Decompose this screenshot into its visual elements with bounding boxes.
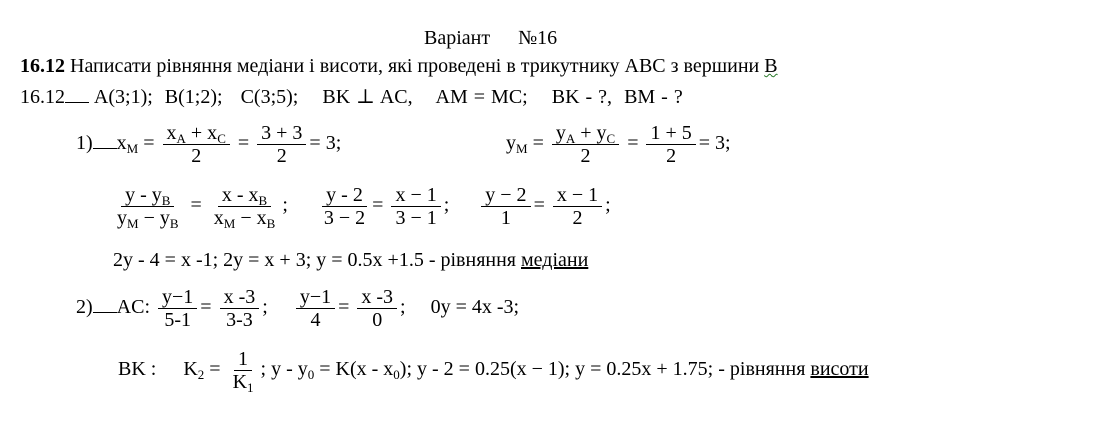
ym-fraction	[552, 122, 619, 167]
blank-line	[93, 294, 117, 313]
two-point-formula: $\frac{y - y_B}{y_M - y_B}$ = $\frac{x - x_B}{x_M - x_B}$ ; $\frac{y - 2}{3 - 2}$ = $\frac{x - 1}{3 - 1}$ ; $\frac{y - 2}{1}$ = $\frac{x - 1}{2}$ ;	[110, 184, 611, 229]
k-den-sub: 1	[247, 380, 254, 395]
ac-equation: 0y = 4x -3;	[430, 296, 520, 319]
general-right-fraction	[210, 184, 280, 229]
given-b: B(1;2);	[164, 86, 223, 108]
bk-formula: BK : $K_2$ = $\frac{1}{K_1}$ ; $y - y_0 = K(x - x_0)$; y - 2 = 0.25(x − 1); y = 0.25x + 1.75; - рівняння висоти	[118, 348, 869, 395]
ac2-left-fraction	[296, 286, 335, 331]
xm-formula: 1) $x_M$ = $\frac{x_A + x_C}{2}$ = $\frac{3 + 3}{2}$ = 3;	[76, 122, 342, 167]
variant-number: №16	[518, 27, 558, 49]
s2r-num: x − 1	[553, 184, 602, 207]
ym-num: y	[555, 122, 566, 144]
ym-result: = 3;	[698, 132, 731, 155]
ac1r-num: x -3	[220, 286, 260, 309]
s1l-num: y - 2	[322, 184, 367, 207]
ac1l-den: 5-1	[164, 309, 191, 331]
s1r-num: x − 1	[391, 184, 440, 207]
height-word: висоти	[810, 358, 869, 381]
gl-den1: y	[117, 207, 127, 229]
blank-line	[65, 84, 89, 103]
ym-den2: 2	[666, 145, 677, 167]
s2r-den: 2	[572, 207, 583, 229]
ym-lhs: y	[506, 132, 516, 155]
ac1r-den: 3-3	[226, 309, 253, 331]
gl-den1-sub: M	[127, 216, 139, 231]
xm-fraction	[163, 122, 230, 167]
given-q2: BM - ?	[624, 86, 683, 108]
s1l-den: 3 − 2	[323, 207, 366, 229]
ac-formula: 2) AC: $\frac{y-1}{5-1}$ = $\frac{x -3}{3-3}$ ; $\frac{y-1}{4}$ = $\frac{x -3}{0}$ ; 0y = 4x -3;	[76, 286, 520, 331]
line-eq-b: = K(x - x	[314, 358, 394, 381]
ac2r-den: 0	[372, 309, 383, 331]
xm-num: x	[166, 122, 177, 144]
xm-num2: 3 + 3	[257, 122, 306, 145]
task-text: Написати рівняння медіани і висоти, які проведені в трикутнику АВС з вершини	[70, 55, 760, 77]
gl-num: y - y	[125, 184, 162, 206]
ym-num-sub1: A	[565, 131, 576, 146]
ac1-left-fraction	[158, 286, 197, 331]
ac2-right-fraction	[357, 286, 397, 331]
gl-den2: − y	[138, 207, 170, 229]
median-solution-text: 2y - 4 = x -1; 2y = x + 3; y = 0.5x +1.5 - рівняння	[113, 249, 516, 271]
line-eq-a-sub: 0	[307, 367, 315, 383]
s2l-num: y − 2	[481, 184, 530, 207]
bk-label: BK :	[118, 358, 157, 381]
ac2r-num: x -3	[357, 286, 397, 309]
k2-sub: 2	[197, 367, 205, 383]
line-eq-c: ); y - 2 = 0.25(x − 1); y = 0.25x + 1.75; - рівняння	[399, 358, 806, 381]
gr-num: x - x	[221, 184, 259, 206]
k2-symbol: K	[183, 358, 198, 381]
xm-den2: 2	[276, 145, 287, 167]
task-vertex: В	[764, 55, 778, 77]
k-den: K	[232, 371, 248, 393]
median-solution	[113, 248, 588, 272]
ym-formula: $y_M$ = $\frac{y_A + y_C}{2}$ = $\frac{1 + 5}{2}$ = 3;	[506, 122, 731, 167]
line-eq-a: ; y - y	[260, 358, 308, 381]
given-c: C(3;5);	[240, 86, 299, 108]
median-word: медіани	[521, 249, 589, 271]
ac2l-den: 4	[310, 309, 321, 331]
variant-header	[424, 26, 557, 50]
sub1-right-fraction	[391, 184, 440, 229]
ym-den: 2	[580, 145, 591, 167]
task-number: 16.12	[20, 55, 65, 77]
given-number: 16.12	[20, 86, 65, 108]
sub2-left-fraction	[481, 184, 530, 229]
step1-label: 1)	[76, 132, 93, 155]
s1r-den: 3 − 1	[395, 207, 437, 229]
ym-fraction-values	[646, 122, 695, 167]
xm-lhs: x	[116, 132, 127, 155]
gl-den2-sub: B	[169, 216, 179, 231]
gr-num-sub: B	[258, 193, 268, 208]
xm-num-sub1: A	[176, 131, 186, 146]
task-statement	[20, 54, 778, 78]
ym-num2: 1 + 5	[646, 122, 695, 145]
xm-lhs-sub: M	[126, 141, 139, 157]
step2-label: 2)	[76, 296, 93, 319]
given-q1: BK - ?,	[551, 86, 613, 108]
ac1l-num: y−1	[158, 286, 197, 309]
xm-num-sub2: C	[217, 131, 226, 146]
k-fraction	[229, 348, 258, 393]
gr-den1-sub: M	[223, 216, 236, 231]
ac1-right-fraction	[220, 286, 260, 331]
gr-den2: − x	[235, 207, 267, 229]
gl-num-sub: B	[161, 193, 171, 208]
xm-fraction-values	[257, 122, 306, 167]
line-eq-b-sub: 0	[393, 367, 400, 383]
given-median: AM = MC;	[435, 86, 528, 108]
sub1-left-fraction	[320, 184, 369, 229]
xm-result: = 3;	[309, 132, 342, 155]
s2l-den: 1	[500, 207, 511, 229]
gr-den2-sub: B	[266, 216, 276, 231]
variant-label: Варіант	[424, 27, 491, 49]
ym-lhs-sub: M	[516, 141, 528, 157]
general-left-fraction	[113, 184, 183, 229]
ym-num-sub2: C	[606, 131, 616, 146]
ac-label: AC:	[116, 296, 151, 319]
given-perp: BK ⊥ AC,	[322, 86, 413, 108]
gr-den1: x	[213, 207, 224, 229]
given-line	[20, 84, 683, 109]
xm-den: 2	[191, 145, 202, 167]
xm-num-mid: + x	[185, 122, 218, 144]
blank-line	[93, 130, 117, 149]
sub2-right-fraction	[553, 184, 602, 229]
ym-num-mid: + y	[575, 122, 607, 144]
k-num: 1	[234, 348, 252, 371]
given-a: A(3;1);	[93, 86, 153, 108]
ac2l-num: y−1	[296, 286, 335, 309]
